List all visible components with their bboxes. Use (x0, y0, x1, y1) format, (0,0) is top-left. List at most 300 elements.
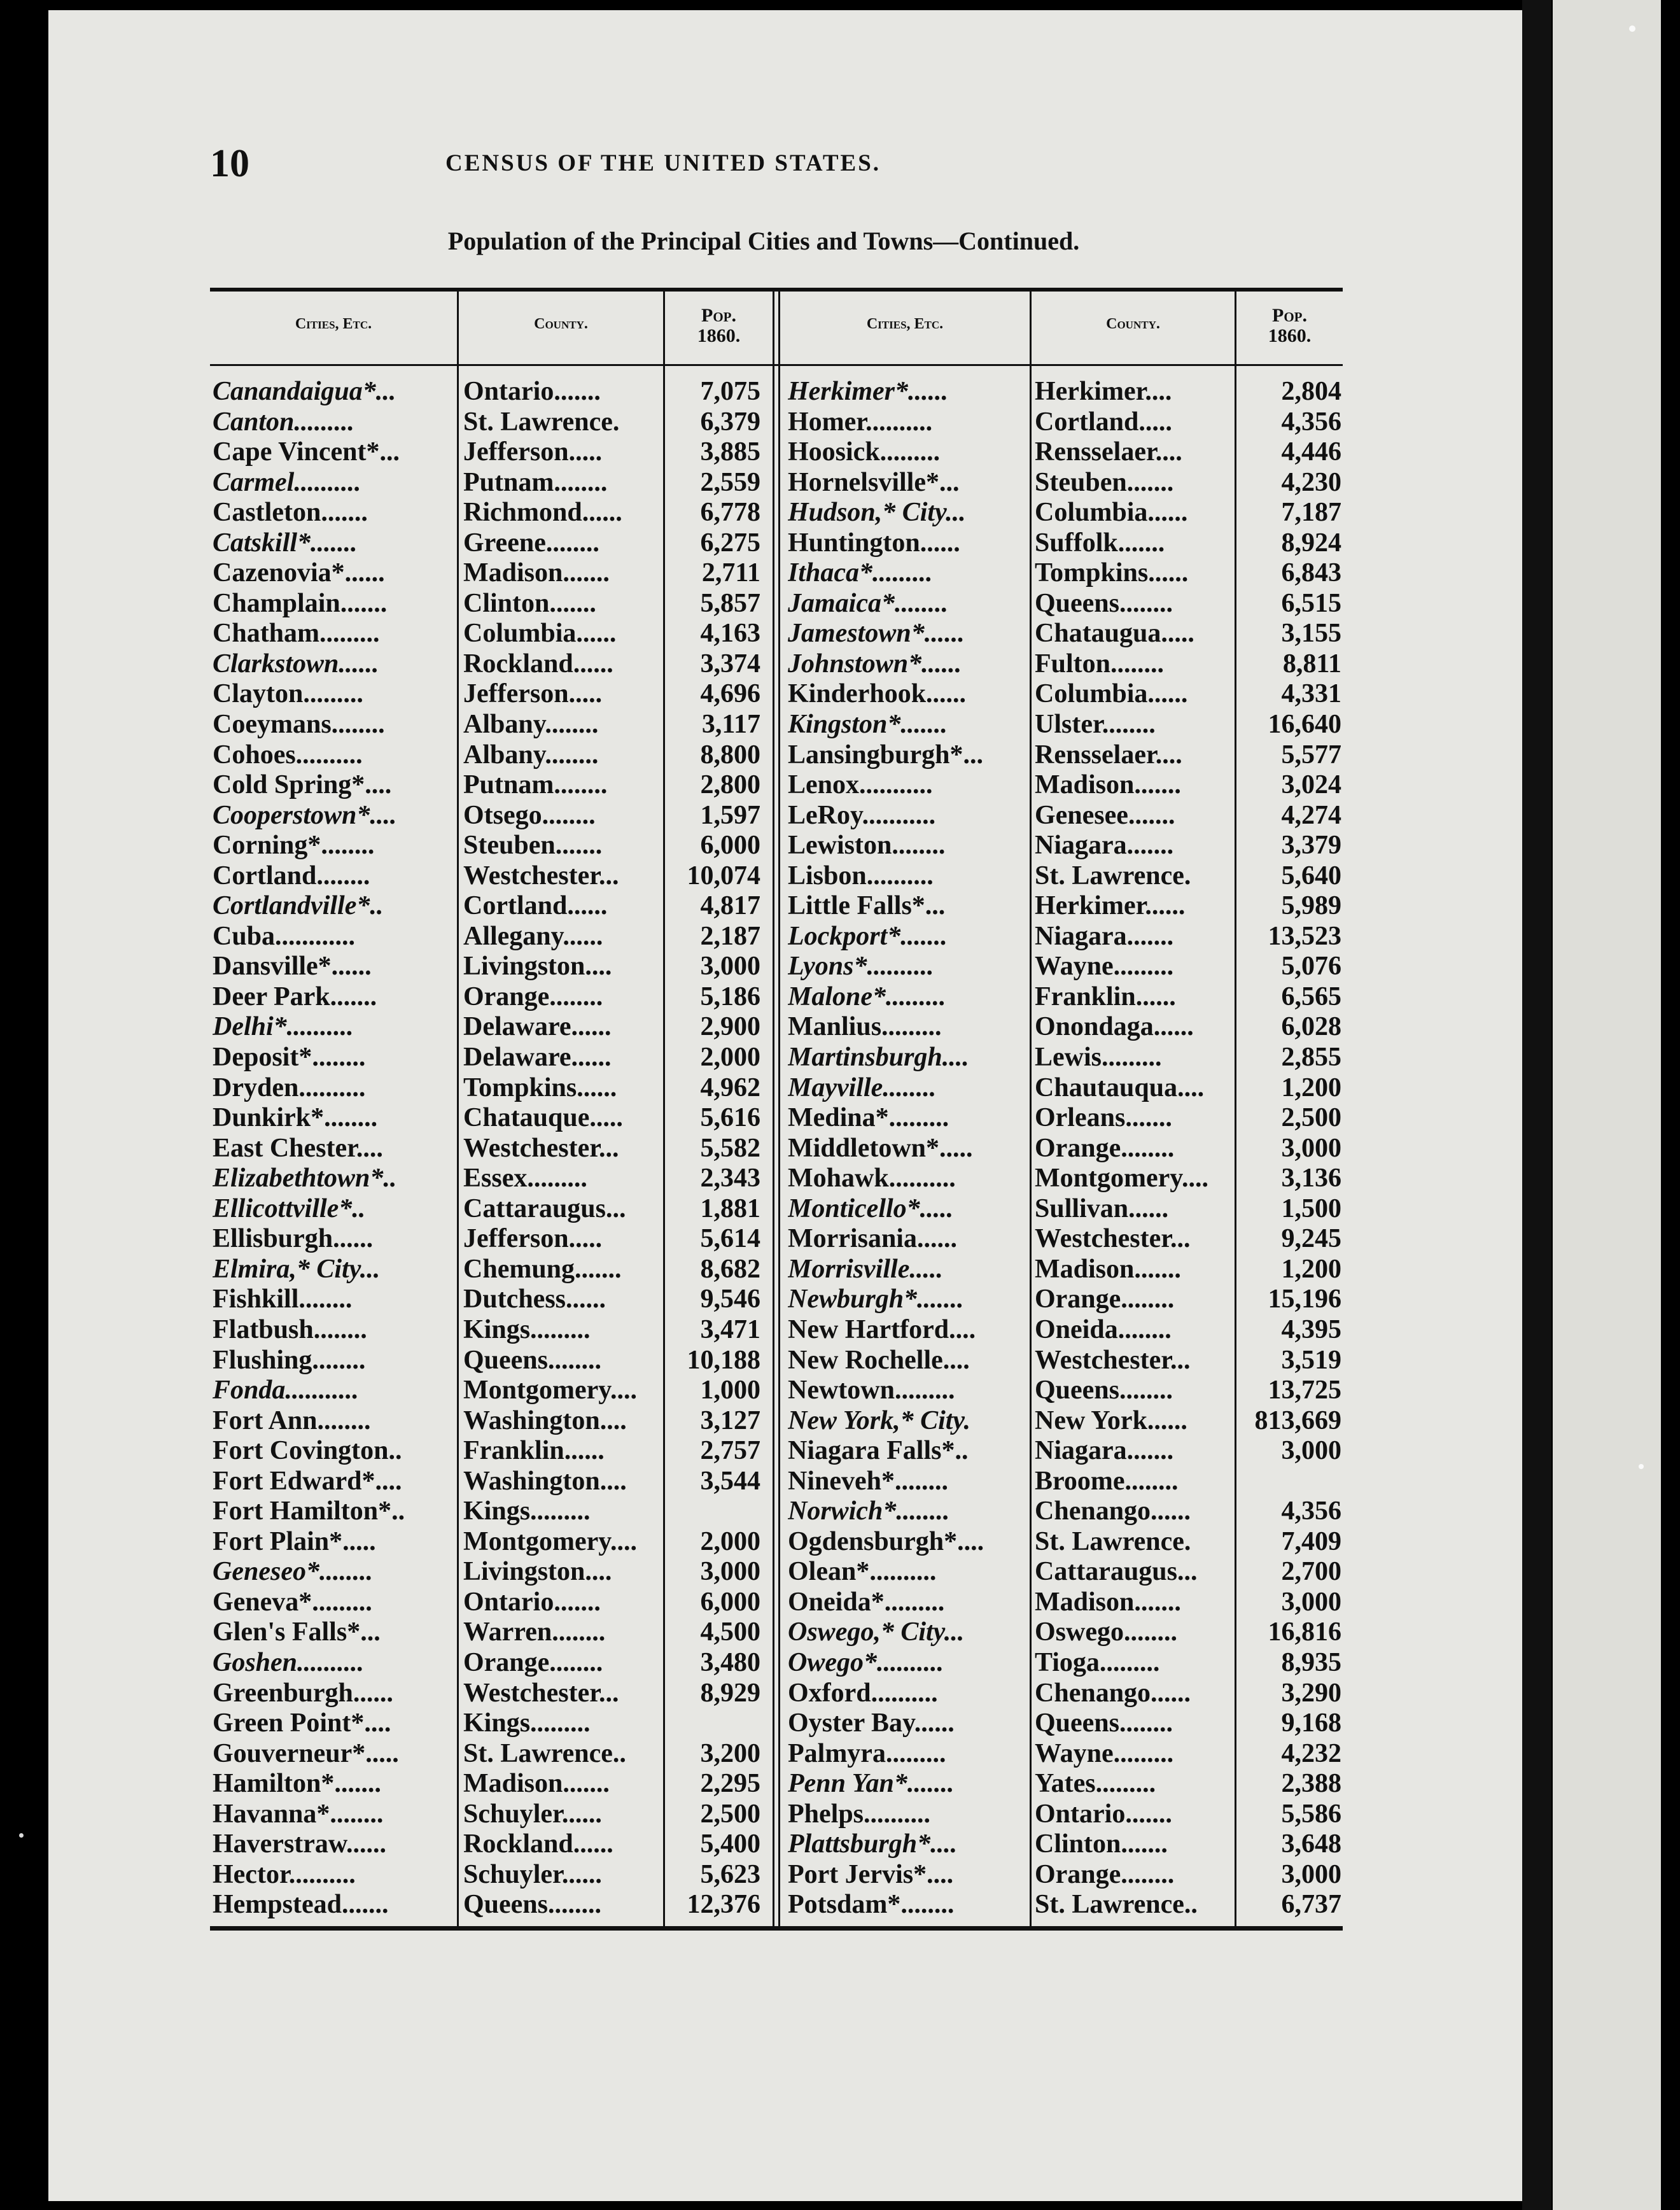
pop-right-cell: 2,700 (1281, 1557, 1341, 1587)
pop-left-cell: 1,000 (700, 1376, 760, 1405)
county-right-cell: Niagara....... (1035, 921, 1174, 951)
pop-left-cell: 5,623 (700, 1859, 760, 1889)
pop-right-cell: 5,586 (1281, 1799, 1341, 1829)
county-left-cell: Livingston.... (463, 952, 612, 982)
pop-right-cell: 3,379 (1281, 831, 1341, 861)
county-right-cell: Lewis......... (1035, 1043, 1162, 1073)
pop-left-cell: 6,000 (700, 831, 760, 861)
county-left-cell: Franklin...... (463, 1436, 605, 1466)
county-left-cell: St. Lawrence.. (463, 1738, 626, 1768)
table-row (210, 710, 1343, 740)
table-row (210, 619, 1343, 649)
pop-left-cell: 4,962 (700, 1073, 760, 1102)
pop-right-cell: 3,648 (1281, 1829, 1341, 1859)
county-right-cell: Columbia...... (1035, 498, 1188, 528)
pop-right-cell: 3,290 (1281, 1678, 1341, 1708)
pop-left-cell: 2,711 (701, 558, 760, 588)
city-right-cell: Hudson,* City... (788, 498, 966, 528)
table-row (210, 1799, 1343, 1830)
city-left-cell: Clarkstown...... (213, 649, 379, 679)
pop-left-cell: 2,187 (700, 921, 760, 951)
col-head-year-label: 1860. (1268, 325, 1312, 346)
county-left-cell: Delaware...... (463, 1043, 612, 1073)
county-right-cell: Wayne......... (1035, 1738, 1174, 1768)
county-right-cell: Herkimer.... (1035, 377, 1172, 406)
table-row (210, 679, 1343, 710)
county-right-cell: Chataugua..... (1035, 619, 1194, 649)
city-left-cell: Cortlandville*.. (213, 891, 384, 921)
table-row (210, 558, 1343, 589)
city-right-cell: Manlius......... (788, 1012, 942, 1042)
city-left-cell: Cazenovia*...... (213, 558, 385, 588)
table-row (210, 1739, 1343, 1770)
table-row (210, 1224, 1343, 1255)
table-row (210, 1043, 1343, 1073)
table-row (210, 649, 1343, 680)
county-left-cell: Jefferson..... (463, 1224, 603, 1254)
pop-left-cell: 2,900 (700, 1012, 760, 1042)
county-right-cell: Rensselaer.... (1035, 437, 1182, 467)
county-right-cell: Sullivan...... (1035, 1193, 1169, 1223)
pop-left-cell: 3,000 (700, 952, 760, 982)
county-left-cell: Queens........ (463, 1890, 602, 1920)
pop-right-cell: 4,331 (1281, 679, 1341, 709)
table-row (210, 1769, 1343, 1799)
county-right-cell: Tioga......... (1035, 1647, 1160, 1677)
county-right-cell: Madison....... (1035, 1587, 1181, 1617)
pop-left-cell: 1,881 (700, 1193, 760, 1223)
city-right-cell: New York,* City. (788, 1405, 971, 1435)
city-right-cell: Lyons*.......... (788, 952, 934, 982)
city-right-cell: Lansingburgh*... (788, 740, 983, 770)
table-row (210, 1284, 1343, 1315)
county-right-cell: Ontario....... (1035, 1799, 1172, 1829)
county-left-cell: Rockland...... (463, 649, 613, 679)
county-left-cell: Ontario....... (463, 377, 601, 406)
page-gutter (1522, 0, 1551, 2210)
table-row (210, 1194, 1343, 1225)
county-right-cell: Oneida........ (1035, 1314, 1172, 1344)
county-left-cell: Ontario....... (463, 1587, 601, 1617)
county-right-cell: Herkimer...... (1035, 891, 1186, 921)
pop-right-cell: 8,935 (1281, 1647, 1341, 1677)
city-left-cell: Dunkirk*........ (213, 1103, 378, 1133)
county-left-cell: Jefferson..... (463, 679, 603, 709)
county-left-cell: Queens........ (463, 1345, 602, 1375)
city-right-cell: Potsdam*........ (788, 1890, 955, 1920)
county-right-cell: Orange........ (1035, 1133, 1175, 1163)
pop-left-cell: 3,127 (700, 1405, 760, 1435)
pop-left-cell: 3,471 (700, 1314, 760, 1344)
county-left-cell: Delaware...... (463, 1012, 612, 1042)
county-right-cell: Orleans....... (1035, 1103, 1172, 1133)
city-left-cell: Cold Spring*.... (213, 770, 392, 800)
county-right-cell: St. Lawrence.. (1035, 1890, 1198, 1920)
county-left-cell: Cortland...... (463, 891, 608, 921)
city-right-cell: Plattsburgh*.... (788, 1829, 958, 1859)
pop-right-cell: 5,989 (1281, 891, 1341, 921)
next-page-edge (1553, 0, 1661, 2210)
pop-left-cell: 2,559 (700, 467, 760, 497)
city-left-cell: Cape Vincent*... (213, 437, 400, 467)
table-row (210, 1073, 1343, 1104)
city-left-cell: Chatham......... (213, 619, 380, 649)
county-left-cell: Steuben....... (463, 831, 603, 861)
county-right-cell: Wayne......... (1035, 952, 1174, 982)
county-right-cell: Madison....... (1035, 770, 1181, 800)
table-subtitle: Population of the Principal Cities and Towns—Continued. (447, 227, 1080, 255)
county-left-cell: Kings......... (463, 1496, 591, 1526)
pop-right-cell: 5,076 (1281, 952, 1341, 982)
pop-left-cell: 3,000 (700, 1557, 760, 1587)
pop-right-cell: 4,356 (1281, 1496, 1341, 1526)
county-right-cell: Oswego........ (1035, 1617, 1177, 1647)
pop-right-cell: 4,446 (1281, 437, 1341, 467)
table-row (210, 589, 1343, 619)
city-left-cell: Dryden.......... (213, 1073, 366, 1102)
pop-right-cell: 4,356 (1281, 407, 1341, 437)
pop-left-cell: 2,343 (700, 1164, 760, 1193)
city-left-cell: Fort Edward*.... (213, 1466, 402, 1496)
population-table (210, 288, 1343, 1934)
city-right-cell: Hoosick......... (788, 437, 941, 467)
county-left-cell: Madison....... (463, 1769, 610, 1799)
county-right-cell: Queens........ (1035, 1376, 1173, 1405)
city-left-cell: Canandaigua*... (213, 377, 396, 406)
pop-right-cell: 3,000 (1281, 1859, 1341, 1889)
county-right-cell: Clinton....... (1035, 1829, 1168, 1859)
city-left-cell: Glen's Falls*... (213, 1617, 381, 1647)
pop-left-cell: 3,885 (700, 437, 760, 467)
pop-left-cell: 6,778 (700, 498, 760, 528)
pop-right-cell: 6,565 (1281, 982, 1341, 1011)
city-right-cell: Owego*.......... (788, 1647, 944, 1677)
table-row (210, 1679, 1343, 1709)
table-row (210, 1557, 1343, 1587)
county-left-cell: Greene........ (463, 528, 599, 558)
table-row (210, 1436, 1343, 1467)
county-left-cell: Clinton....... (463, 588, 596, 618)
city-right-cell: Newtown......... (788, 1376, 955, 1405)
county-right-cell: Ulster........ (1035, 710, 1156, 740)
pop-left-cell: 3,544 (700, 1466, 760, 1496)
pop-right-cell: 13,523 (1268, 921, 1341, 951)
table-row (210, 1617, 1343, 1648)
pop-left-cell: 3,117 (701, 710, 760, 740)
city-left-cell: Greenburgh...... (213, 1678, 393, 1708)
table-row (210, 740, 1343, 771)
pop-right-cell: 9,168 (1281, 1708, 1341, 1738)
pop-right-cell: 6,028 (1281, 1012, 1341, 1042)
county-left-cell: Westchester... (463, 1133, 619, 1163)
city-right-cell: Norwich*........ (788, 1496, 950, 1526)
county-left-cell: Westchester... (463, 1678, 619, 1708)
table-row (210, 982, 1343, 1013)
county-left-cell: Westchester... (463, 861, 619, 890)
city-right-cell: New Hartford.... (788, 1314, 976, 1344)
city-right-cell: Ithaca*......... (788, 558, 933, 588)
table-row (210, 861, 1343, 892)
pop-left-cell: 2,800 (700, 770, 760, 800)
city-right-cell: Medina*......... (788, 1103, 949, 1133)
pop-right-cell: 16,640 (1268, 710, 1341, 740)
city-left-cell: Corning*........ (213, 831, 375, 861)
city-right-cell: Oyster Bay...... (788, 1708, 955, 1738)
city-right-cell: Homer.......... (788, 407, 933, 437)
city-left-cell: Fort Hamilton*.. (213, 1496, 405, 1526)
pop-right-cell: 7,409 (1281, 1526, 1341, 1556)
county-left-cell: Washington.... (463, 1405, 627, 1435)
col-head-pop-right (1236, 306, 1343, 346)
table-row (210, 1346, 1343, 1376)
table-row (210, 377, 1343, 407)
county-right-cell: Westchester... (1035, 1345, 1191, 1375)
city-right-cell: Phelps.......... (788, 1799, 931, 1829)
pop-right-cell: 13,725 (1268, 1376, 1341, 1405)
city-left-cell: Geneva*......... (213, 1587, 372, 1617)
county-right-cell: Orange........ (1035, 1284, 1175, 1314)
pop-left-cell: 5,857 (700, 588, 760, 618)
county-right-cell: Chenango...... (1035, 1496, 1191, 1526)
table-row (210, 831, 1343, 861)
city-right-cell: Lewiston........ (788, 831, 946, 861)
city-left-cell: Elizabethtown*.. (213, 1164, 397, 1193)
county-left-cell: Cattaraugus... (463, 1193, 626, 1223)
table-row (210, 1587, 1343, 1618)
table-row (210, 1134, 1343, 1164)
county-left-cell: Rockland...... (463, 1829, 613, 1859)
city-right-cell: Hornelsville*... (788, 467, 960, 497)
scan-speck (1629, 25, 1635, 32)
county-left-cell: Albany........ (463, 710, 599, 740)
pop-left-cell: 2,757 (700, 1436, 760, 1466)
city-right-cell: Mayville........ (788, 1073, 937, 1102)
table-row (210, 1406, 1343, 1437)
county-right-cell: Tompkins...... (1035, 558, 1189, 588)
city-left-cell: Carmel.......... (213, 467, 361, 497)
city-right-cell: Little Falls*... (788, 891, 946, 921)
table-row (210, 1012, 1343, 1043)
pop-right-cell: 4,274 (1281, 800, 1341, 830)
city-left-cell: Deposit*........ (213, 1043, 366, 1073)
county-left-cell: Madison....... (463, 558, 610, 588)
county-left-cell: Washington.... (463, 1466, 627, 1496)
table-row (210, 498, 1343, 528)
city-left-cell: Haverstraw...... (213, 1829, 386, 1859)
city-left-cell: Flushing........ (213, 1345, 366, 1375)
city-right-cell: Niagara Falls*.. (788, 1436, 969, 1466)
county-left-cell: Livingston.... (463, 1557, 612, 1587)
pop-left-cell: 6,000 (700, 1587, 760, 1617)
city-right-cell: Port Jervis*.... (788, 1859, 954, 1889)
city-left-cell: Elmira,* City... (213, 1254, 381, 1284)
city-right-cell: Jamaica*........ (788, 588, 948, 618)
col-head-pop-left (665, 306, 773, 346)
county-right-cell: Suffolk....... (1035, 528, 1165, 558)
pop-right-cell: 8,811 (1282, 649, 1341, 679)
table-row (210, 528, 1343, 559)
county-right-cell: St. Lawrence. (1035, 861, 1191, 890)
pop-left-cell: 1,597 (700, 800, 760, 830)
pop-left-cell: 4,163 (700, 619, 760, 649)
city-left-cell: Fort Covington.. (213, 1436, 402, 1466)
county-right-cell: Yates......... (1035, 1769, 1156, 1799)
pop-right-cell: 4,232 (1281, 1738, 1341, 1768)
county-left-cell: Schuyler...... (463, 1799, 602, 1829)
pop-right-cell: 9,245 (1281, 1224, 1341, 1254)
table-row (210, 1708, 1343, 1739)
table-row (210, 1467, 1343, 1497)
county-right-cell: Rensselaer.... (1035, 740, 1182, 770)
pop-right-cell: 2,388 (1281, 1769, 1341, 1799)
city-left-cell: Cortland........ (213, 861, 370, 890)
table-row (210, 1496, 1343, 1527)
county-left-cell: Otsego........ (463, 800, 596, 830)
county-left-cell: Warren........ (463, 1617, 606, 1647)
county-right-cell: New York...... (1035, 1405, 1187, 1435)
pop-left-cell: 2,000 (700, 1043, 760, 1073)
pop-left-cell: 5,400 (700, 1829, 760, 1859)
pop-right-cell: 2,804 (1281, 377, 1341, 406)
table-row (210, 891, 1343, 922)
city-right-cell: Ogdensburgh*.... (788, 1526, 984, 1556)
pop-right-cell: 3,024 (1281, 770, 1341, 800)
city-left-cell: Ellicottville*.. (213, 1193, 366, 1223)
county-right-cell: Niagara....... (1035, 831, 1174, 861)
county-right-cell: Columbia...... (1035, 679, 1188, 709)
county-left-cell: Essex......... (463, 1164, 587, 1193)
city-left-cell: Fonda........... (213, 1376, 359, 1405)
pop-left-cell: 4,696 (700, 679, 760, 709)
pop-right-cell: 6,515 (1281, 588, 1341, 618)
pop-right-cell: 5,577 (1281, 740, 1341, 770)
col-head-county-left: County. (534, 316, 588, 332)
city-right-cell: Lockport*....... (788, 921, 948, 951)
city-left-cell: Coeymans........ (213, 710, 385, 740)
table-row (210, 922, 1343, 952)
table-row (210, 770, 1343, 801)
pop-right-cell: 3,136 (1281, 1164, 1341, 1193)
pop-right-cell: 3,155 (1281, 619, 1341, 649)
county-right-cell: Queens........ (1035, 1708, 1173, 1738)
city-right-cell: Herkimer*...... (788, 377, 948, 406)
col-head-year-label: 1860. (697, 325, 741, 346)
city-right-cell: Oxford.......... (788, 1678, 938, 1708)
county-left-cell: Orange........ (463, 982, 603, 1011)
pop-left-cell: 7,075 (700, 377, 760, 406)
pop-left-cell: 3,200 (700, 1738, 760, 1768)
pop-right-cell: 3,000 (1281, 1436, 1341, 1466)
county-right-cell: Fulton........ (1035, 649, 1165, 679)
city-left-cell: Geneseo*........ (213, 1557, 373, 1587)
pop-right-cell: 1,200 (1281, 1073, 1341, 1102)
city-left-cell: Champlain....... (213, 588, 388, 618)
pop-left-cell: 12,376 (687, 1890, 760, 1920)
city-right-cell: Jamestown*...... (788, 619, 965, 649)
county-right-cell: Niagara....... (1035, 1436, 1174, 1466)
city-right-cell: New Rochelle.... (788, 1345, 970, 1375)
city-right-cell: Lisbon.......... (788, 861, 934, 890)
pop-left-cell: 5,614 (700, 1224, 760, 1254)
pop-left-cell: 5,616 (700, 1103, 760, 1133)
county-right-cell: Madison....... (1035, 1254, 1181, 1284)
table-row (210, 1164, 1343, 1194)
county-left-cell: Schuyler...... (463, 1859, 602, 1889)
pop-right-cell: 3,519 (1281, 1345, 1341, 1375)
county-left-cell: Putnam........ (463, 467, 608, 497)
city-left-cell: Dansville*...... (213, 952, 372, 982)
county-right-cell: Genesee....... (1035, 800, 1175, 830)
table-row (210, 1527, 1343, 1558)
city-right-cell: Mohawk.......... (788, 1164, 956, 1193)
pop-left-cell: 2,000 (700, 1526, 760, 1556)
table-row (210, 1103, 1343, 1134)
county-left-cell: Montgomery.... (463, 1376, 637, 1405)
county-right-cell: Franklin...... (1035, 982, 1176, 1011)
pop-right-cell: 813,669 (1254, 1405, 1341, 1435)
city-left-cell: Fort Plain*..... (213, 1526, 376, 1556)
table-row (210, 437, 1343, 468)
pop-left-cell: 10,188 (687, 1345, 760, 1375)
city-right-cell: Kingston*....... (788, 710, 948, 740)
city-left-cell: Gouverneur*..... (213, 1738, 399, 1768)
pop-right-cell: 3,000 (1281, 1587, 1341, 1617)
county-left-cell: Columbia...... (463, 619, 617, 649)
pop-left-cell: 9,546 (700, 1284, 760, 1314)
city-right-cell: Malone*......... (788, 982, 946, 1011)
pop-right-cell: 5,640 (1281, 861, 1341, 890)
table-row (210, 468, 1343, 498)
pop-right-cell: 4,230 (1281, 467, 1341, 497)
city-left-cell: Clayton......... (213, 679, 363, 709)
table-row (210, 952, 1343, 982)
county-left-cell: Jefferson..... (463, 437, 603, 467)
city-right-cell: Oswego,* City... (788, 1617, 965, 1647)
city-right-cell: Morrisania...... (788, 1224, 957, 1254)
pop-left-cell: 6,275 (700, 528, 760, 558)
table-row (210, 1890, 1343, 1920)
city-right-cell: Lenox........... (788, 770, 933, 800)
pop-left-cell: 4,817 (700, 891, 760, 921)
pop-right-cell: 16,816 (1268, 1617, 1341, 1647)
pop-right-cell: 2,855 (1281, 1043, 1341, 1073)
pop-left-cell: 3,480 (700, 1647, 760, 1677)
city-left-cell: Ellisburgh...... (213, 1224, 374, 1254)
pop-right-cell: 4,395 (1281, 1314, 1341, 1344)
pop-right-cell: 3,000 (1281, 1133, 1341, 1163)
city-right-cell: Huntington...... (788, 528, 960, 558)
pop-left-cell: 6,379 (700, 407, 760, 437)
county-left-cell: Albany........ (463, 740, 599, 770)
col-head-county-right: County. (1106, 316, 1160, 332)
county-left-cell: Richmond...... (463, 498, 622, 528)
table-row (210, 1315, 1343, 1346)
pop-left-cell: 3,374 (700, 649, 760, 679)
city-left-cell: Green Point*.... (213, 1708, 391, 1738)
county-right-cell: Orange........ (1035, 1859, 1175, 1889)
city-left-cell: Flatbush........ (213, 1314, 367, 1344)
pop-right-cell: 7,187 (1281, 498, 1341, 528)
city-left-cell: Fishkill........ (213, 1284, 353, 1314)
county-left-cell: Orange........ (463, 1647, 603, 1677)
pop-left-cell: 4,500 (700, 1617, 760, 1647)
col-head-city-left: Cities, Etc. (295, 316, 372, 332)
pop-left-cell: 8,929 (700, 1678, 760, 1708)
city-right-cell: Palmyra......... (788, 1738, 946, 1768)
city-right-cell: Newburgh*....... (788, 1284, 964, 1314)
pop-left-cell: 2,500 (700, 1799, 760, 1829)
county-left-cell: Kings......... (463, 1708, 591, 1738)
